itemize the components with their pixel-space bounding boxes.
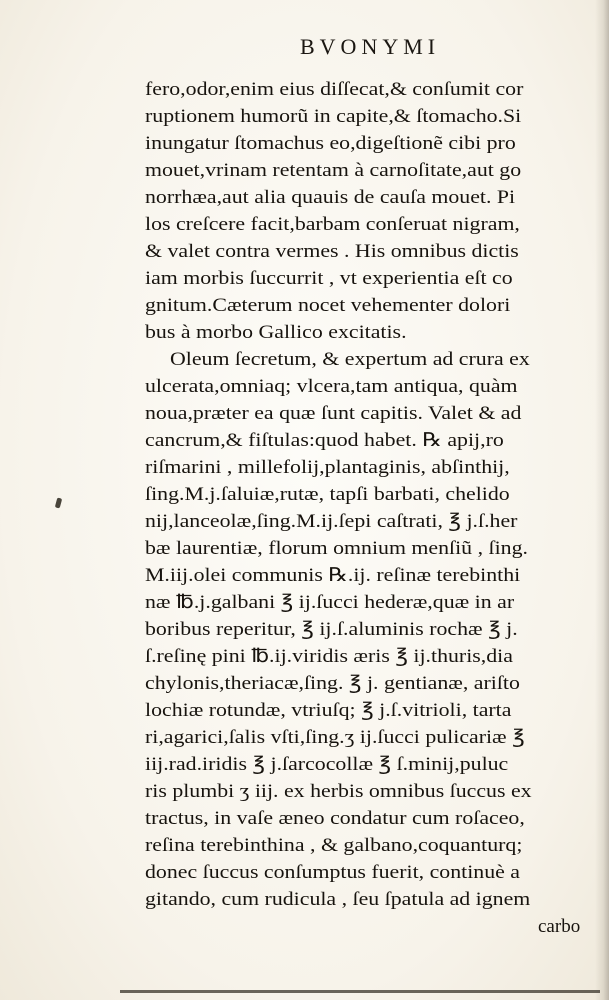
text-line: iij.rad.iridis ℥ j.ſarcocollæ ℥ ſ.minij,puluc	[145, 754, 509, 775]
gutter-shadow	[595, 0, 609, 1000]
text-line: ris plumbi ʒ iij. ex herbis omnibus ſuccus ex	[145, 781, 532, 802]
text-line: iam morbis ſuccurrit , vt experientia eſt co	[145, 268, 513, 289]
text-line: reſina terebinthina , & galbano,coquanturq;	[145, 835, 523, 856]
text-line: donec ſuccus conſumptus fuerit, continuè a	[145, 862, 520, 883]
text-line: los creſcere facit,barbam conſeruat nigram,	[145, 214, 520, 235]
text-line: & valet contra vermes . His omnibus dictis	[145, 241, 519, 262]
text-line: tractus, in vaſe æneo condatur cum roſaceo,	[145, 808, 525, 829]
text-line: næ ℔.j.galbani ℥ ij.ſucci hederæ,quæ in ar	[145, 592, 515, 613]
text-line: Oleum ſecretum, & expertum ad crura ex	[170, 349, 530, 370]
text-line: nij,lanceolæ,ſing.M.ij.ſepi caſtrati, ℥ j.ſ.her	[145, 511, 518, 532]
running-head: BVONYMI	[300, 34, 441, 59]
text-line: bus à morbo Gallico excitatis.	[145, 322, 407, 343]
text-line: ulcerata,omniaq; vlcera,tam antiqua, quàm	[145, 376, 518, 397]
text-line: boribus reperitur, ℥ ij.ſ.aluminis rochæ ℥ j.	[145, 619, 518, 640]
ink-mark	[55, 498, 62, 509]
text-line: M.iij.olei communis ℞.ij. reſinæ terebinthi	[145, 565, 521, 586]
text-line: gnitum.Cæterum nocet vehementer dolori	[145, 295, 511, 316]
text-line: ſ.reſinę pini ℔.ij.viridis æris ℥ ij.thuris,dia	[145, 646, 513, 667]
text-line: cancrum,& fiſtulas:quod habet. ℞ apij,ro	[145, 430, 504, 451]
text-line: fero,odor,enim eius diſſecat,& conſumit cor	[145, 79, 524, 100]
page-edge-line	[120, 990, 600, 993]
text-line: ri,agarici,ſalis vſti,ſing.ʒ ij.ſucci pulicariæ ℥	[145, 727, 525, 748]
catchword: carbo	[538, 916, 581, 937]
text-line: inungatur ſtomachus eo,digeſtionẽ cibi pro	[145, 133, 516, 154]
text-line: norrhæa,aut alia quauis de cauſa mouet. Pi	[145, 187, 516, 208]
text-line: lochiæ rotundæ, vtriuſq; ℥ j.ſ.vitrioli, tarta	[145, 700, 512, 721]
text-line: chylonis,theriacæ,ſing. ℥ j. gentianæ, ariſto	[145, 673, 520, 694]
text-line: mouet,vrinam retentam à carnoſitate,aut go	[145, 160, 522, 181]
text-line: ruptionem humorũ in capite,& ſtomacho.Si	[145, 106, 522, 127]
text-line: riſmarini , millefolij,plantaginis, abſinthij,	[145, 457, 510, 478]
text-line: bæ laurentiæ, florum omnium menſiũ , ſing.	[145, 538, 528, 559]
text-line: ſing.M.j.ſaluiæ,rutæ, tapſi barbati, chelido	[145, 484, 510, 505]
text-line: noua,præter ea quæ ſunt capitis. Valet & ad	[145, 403, 522, 424]
text-line: gitando, cum rudicula , ſeu ſpatula ad ignem	[145, 889, 531, 910]
